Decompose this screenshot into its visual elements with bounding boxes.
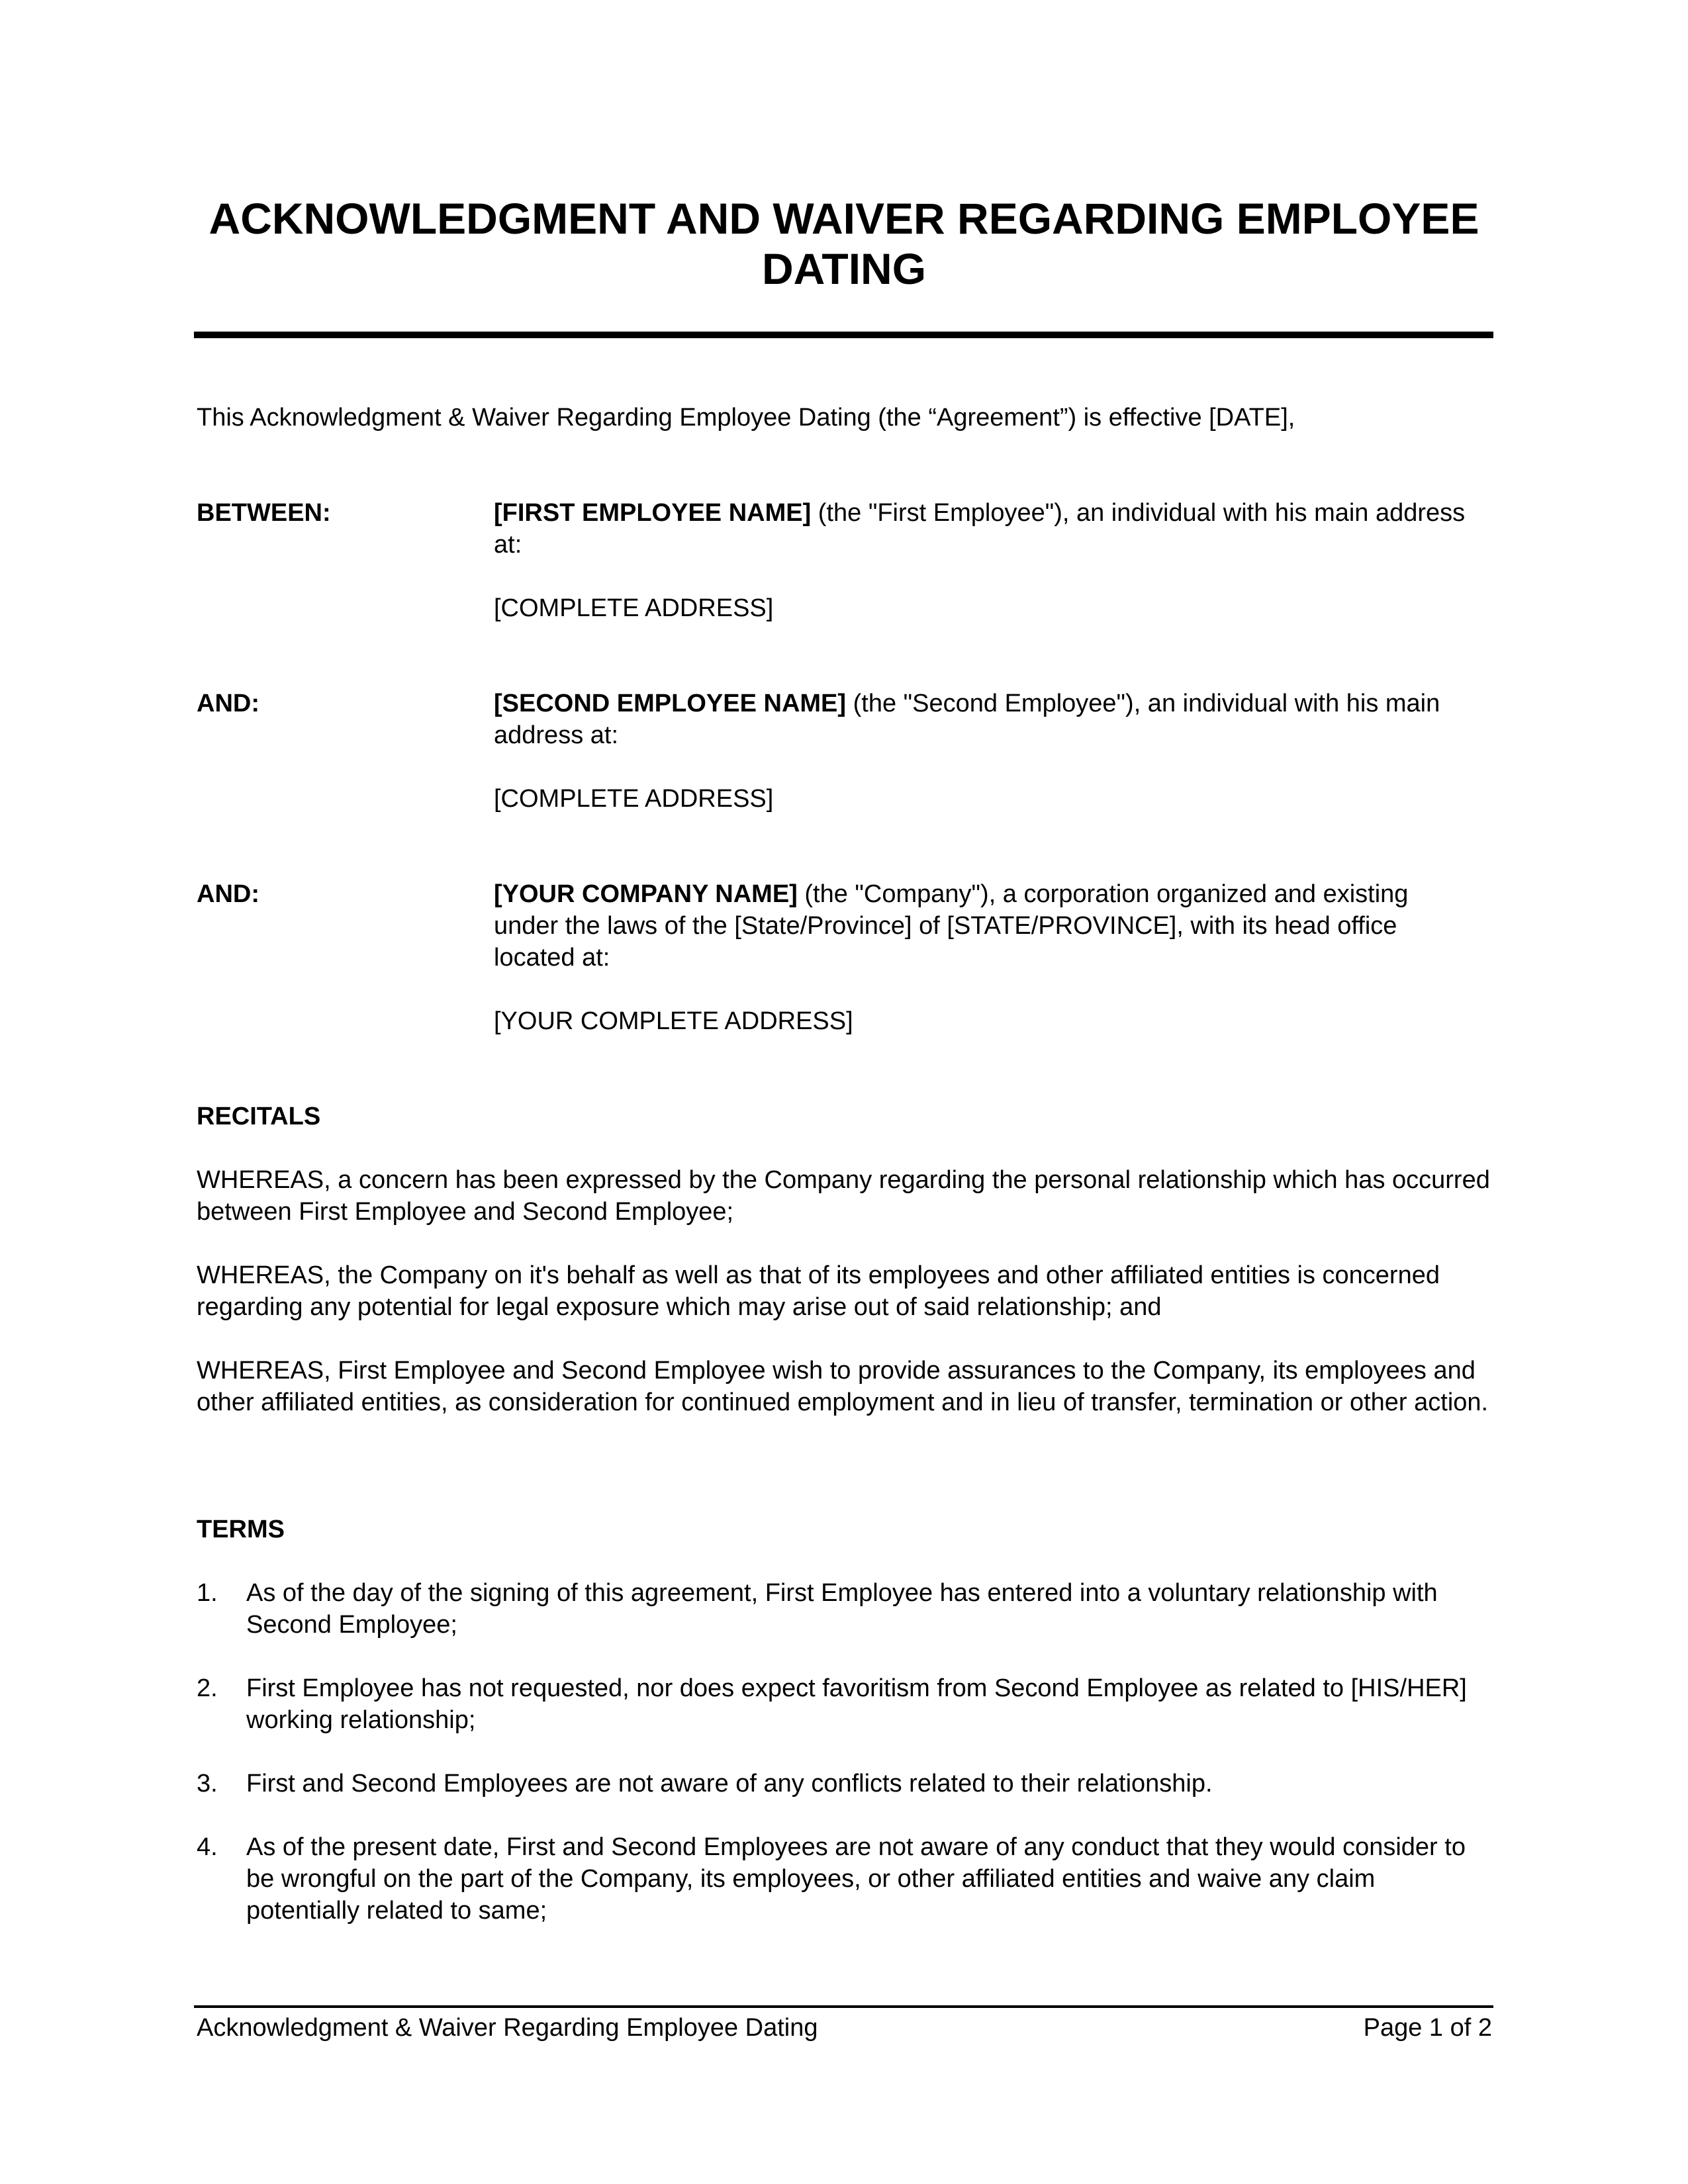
- party-label-between: BETWEEN:: [197, 499, 331, 527]
- recital-paragraph-3: WHEREAS, First Employee and Second Employee wish to provide assurances to the Company, its employees and other affiliated entities, as consideration for continued employment and in lieu of transfer, termination or other action.: [197, 1357, 1489, 1416]
- term-number-3: 3.: [197, 1770, 218, 1797]
- document-title: [197, 193, 1491, 294]
- intro-paragraph: This Acknowledgment & Waiver Regarding Employee Dating (the “Agreement”) is effective [DATE],: [197, 404, 1295, 432]
- party-company-name: [YOUR COMPANY NAME]: [494, 880, 798, 908]
- term-number-2: 2.: [197, 1674, 218, 1702]
- party-first-employee-description: (the "First Employee"), an individual with his main address at:: [494, 499, 1466, 559]
- terms-heading: TERMS: [197, 1516, 285, 1543]
- term-item-4: As of the present date, First and Second Employees are not aware of any conduct that they would consider to be wrongful on the part of the Company, its employees, or other affiliated entities and waive any claim potentially related to same;: [246, 1833, 1466, 1925]
- term-number-1: 1.: [197, 1579, 218, 1607]
- party-second-employee-address: [COMPLETE ADDRESS]: [494, 785, 774, 813]
- party-first-employee-address: [COMPLETE ADDRESS]: [494, 594, 774, 622]
- footer-document-title: Acknowledgment & Waiver Regarding Employee Dating: [197, 2014, 818, 2042]
- party-first-employee-name: [FIRST EMPLOYEE NAME]: [494, 499, 812, 527]
- party-first-employee: [494, 497, 1474, 561]
- title-divider: [194, 332, 1493, 338]
- recital-paragraph-2: WHEREAS, the Company on it's behalf as well as that of its employees and other affiliated entities is concerned regarding any potential for legal exposure which may arise out of said relationship; and: [197, 1261, 1440, 1321]
- document-title-line1: ACKNOWLEDGMENT AND WAIVER REGARDING EMPLOYEE: [209, 194, 1479, 243]
- party-second-employee-name: [SECOND EMPLOYEE NAME]: [494, 690, 847, 717]
- footer-page-number: Page 1 of 2: [1363, 2014, 1492, 2042]
- party-company: [494, 878, 1474, 974]
- party-second-employee-description: (the "Second Employee"), an individual with his main address at:: [494, 690, 1440, 749]
- recital-paragraph-1: WHEREAS, a concern has been expressed by the Company regarding the personal relationship which has occurred between First Employee and Second Employee;: [197, 1166, 1490, 1226]
- party-label-and-company: AND:: [197, 880, 259, 908]
- party-label-and-second: AND:: [197, 690, 259, 717]
- party-company-description: (the "Company"), a corporation organized and existing under the laws of the [State/Province] of [STATE/PROVINCE], with its head office located at:: [494, 880, 1409, 972]
- footer-divider: [194, 2005, 1493, 2008]
- party-second-employee: [494, 688, 1474, 751]
- party-company-address: [YOUR COMPLETE ADDRESS]: [494, 1007, 853, 1035]
- term-item-3: First and Second Employees are not aware of any conflicts related to their relationship.: [246, 1770, 1213, 1797]
- term-number-4: 4.: [197, 1833, 218, 1861]
- term-item-2: First Employee has not requested, nor does expect favoritism from Second Employee as related to [HIS/HER] working relationship;: [246, 1674, 1467, 1734]
- document-title-line2: DATING: [761, 244, 927, 293]
- recitals-heading: RECITALS: [197, 1103, 321, 1130]
- term-item-1: As of the day of the signing of this agreement, First Employee has entered into a voluntary relationship with Second Employee;: [246, 1579, 1438, 1639]
